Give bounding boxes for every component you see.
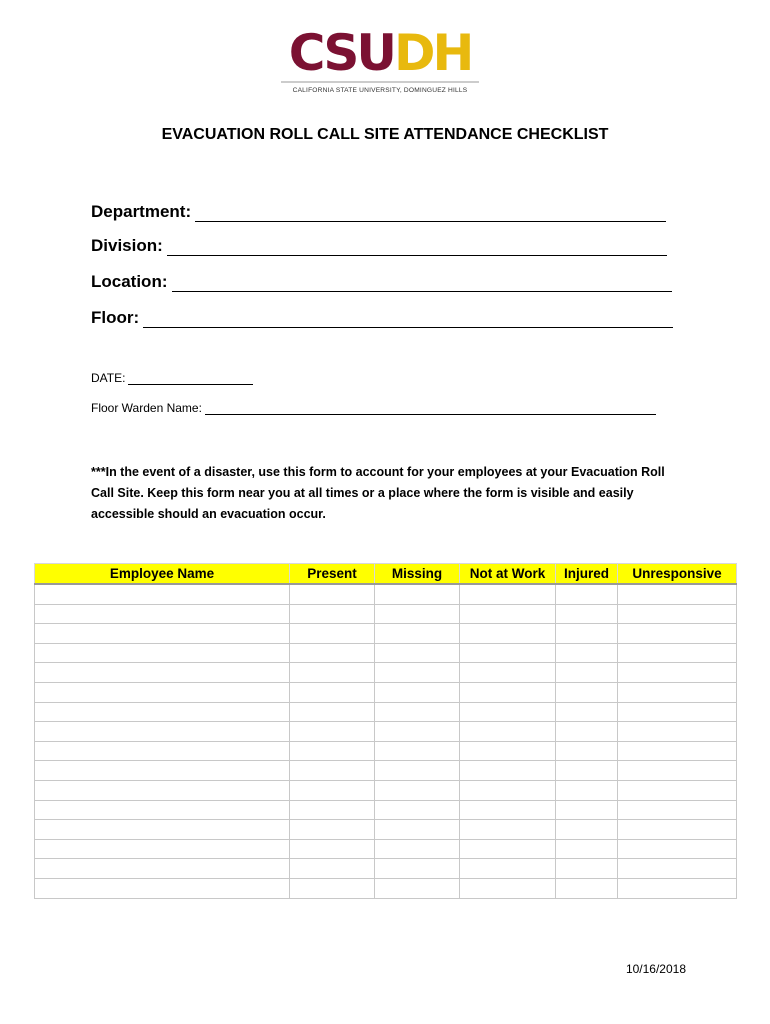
header-injured: Injured [556,564,618,585]
floor-line[interactable] [143,310,673,328]
floor-warden-field[interactable] [91,401,656,415]
missing-cell[interactable] [375,820,460,840]
unresponsive-cell[interactable] [618,741,737,761]
unresponsive-cell[interactable] [618,624,737,644]
table-row [35,780,737,800]
present-cell[interactable] [290,741,375,761]
table-row [35,624,737,644]
department-label: Department: [91,202,192,221]
table-row [35,761,737,781]
unresponsive-cell[interactable] [618,604,737,624]
logo-dh: DH [393,24,472,82]
table-row [35,741,737,761]
injured-cell[interactable] [556,604,618,624]
department-line[interactable] [195,204,666,222]
missing-cell[interactable] [375,800,460,820]
injured-cell[interactable] [556,624,618,644]
employee-name-cell[interactable] [35,761,290,781]
employee-name-cell[interactable] [35,643,290,663]
division-label: Division: [91,236,163,255]
injured-cell[interactable] [556,780,618,800]
date-line[interactable] [128,372,253,385]
injured-cell[interactable] [556,761,618,781]
employee-name-cell[interactable] [35,663,290,683]
injured-cell[interactable] [556,820,618,840]
present-cell[interactable] [290,663,375,683]
missing-cell[interactable] [375,780,460,800]
employee-name-cell[interactable] [35,839,290,859]
not-at-work-cell[interactable] [460,663,556,683]
employee-name-cell[interactable] [35,584,290,604]
present-cell[interactable] [290,643,375,663]
table-row [35,820,737,840]
not-at-work-cell[interactable] [460,878,556,898]
table-row [35,663,737,683]
floor-warden-label: Floor Warden Name: [91,401,202,415]
department-field[interactable] [91,202,666,222]
table-row [35,839,737,859]
missing-cell[interactable] [375,878,460,898]
present-cell[interactable] [290,604,375,624]
attendance-table [34,563,737,899]
location-label: Location: [91,272,168,291]
unresponsive-cell[interactable] [618,859,737,879]
location-field[interactable] [91,272,672,292]
instructions-note: ***In the event of a disaster, use this form to account for your employees at your Evacuation Roll Call Site. Keep this form near you at all times or a place where the form is visible and easily accessible should an evacuation occur. [91,465,665,521]
present-cell[interactable] [290,839,375,859]
present-cell[interactable] [290,800,375,820]
present-cell[interactable] [290,682,375,702]
table-row [35,878,737,898]
missing-cell[interactable] [375,722,460,742]
unresponsive-cell[interactable] [618,722,737,742]
injured-cell[interactable] [556,663,618,683]
table-row [35,604,737,624]
employee-name-cell[interactable] [35,702,290,722]
floor-label: Floor: [91,308,140,327]
missing-cell[interactable] [375,702,460,722]
injured-cell[interactable] [556,800,618,820]
table-row [35,800,737,820]
unresponsive-cell[interactable] [618,800,737,820]
injured-cell[interactable] [556,878,618,898]
employee-name-cell[interactable] [35,820,290,840]
not-at-work-cell[interactable] [460,722,556,742]
present-cell[interactable] [290,702,375,722]
present-cell[interactable] [290,859,375,879]
present-cell[interactable] [290,624,375,644]
unresponsive-cell[interactable] [618,643,737,663]
header-employee-name: Employee Name [35,564,290,585]
unresponsive-cell[interactable] [618,663,737,683]
injured-cell[interactable] [556,584,618,604]
division-field[interactable] [91,236,667,256]
injured-cell[interactable] [556,859,618,879]
employee-name-cell[interactable] [35,878,290,898]
employee-name-cell[interactable] [35,624,290,644]
present-cell[interactable] [290,584,375,604]
division-line[interactable] [167,238,667,256]
present-cell[interactable] [290,780,375,800]
missing-cell[interactable] [375,604,460,624]
not-at-work-cell[interactable] [460,780,556,800]
not-at-work-cell[interactable] [460,624,556,644]
not-at-work-cell[interactable] [460,800,556,820]
not-at-work-cell[interactable] [460,820,556,840]
unresponsive-cell[interactable] [618,839,737,859]
injured-cell[interactable] [556,702,618,722]
logo-csu: CSU [288,24,394,82]
missing-cell[interactable] [375,859,460,879]
injured-cell[interactable] [556,643,618,663]
injured-cell[interactable] [556,722,618,742]
present-cell[interactable] [290,722,375,742]
missing-cell[interactable] [375,682,460,702]
employee-name-cell[interactable] [35,741,290,761]
employee-name-cell[interactable] [35,780,290,800]
unresponsive-cell[interactable] [618,820,737,840]
not-at-work-cell[interactable] [460,859,556,879]
unresponsive-cell[interactable] [618,780,737,800]
page-title: EVACUATION ROLL CALL SITE ATTENDANCE CHECKLIST [161,126,609,143]
csudh-logo [281,24,479,94]
missing-cell[interactable] [375,584,460,604]
logo-subtitle: CALIFORNIA STATE UNIVERSITY, DOMINGUEZ HILLS [292,87,468,94]
not-at-work-cell[interactable] [460,643,556,663]
not-at-work-cell[interactable] [460,761,556,781]
unresponsive-cell[interactable] [618,682,737,702]
not-at-work-cell[interactable] [460,604,556,624]
header-missing: Missing [375,564,460,585]
missing-cell[interactable] [375,761,460,781]
table-row [35,722,737,742]
employee-name-cell[interactable] [35,682,290,702]
footer-date: 10/16/2018 [625,962,686,976]
location-line[interactable] [172,274,672,292]
floor-warden-line[interactable] [205,402,656,415]
injured-cell[interactable] [556,741,618,761]
missing-cell[interactable] [375,741,460,761]
unresponsive-cell[interactable] [618,702,737,722]
table-row [35,682,737,702]
not-at-work-cell[interactable] [460,682,556,702]
injured-cell[interactable] [556,839,618,859]
unresponsive-cell[interactable] [618,584,737,604]
present-cell[interactable] [290,878,375,898]
header-present: Present [290,564,375,585]
header-unresponsive: Unresponsive [618,564,737,585]
not-at-work-cell[interactable] [460,584,556,604]
table-row [35,702,737,722]
date-field[interactable] [91,371,253,385]
header-not-at-work: Not at Work [460,564,556,585]
employee-name-cell[interactable] [35,800,290,820]
injured-cell[interactable] [556,682,618,702]
not-at-work-cell[interactable] [460,741,556,761]
date-label: DATE: [91,371,126,385]
unresponsive-cell[interactable] [618,761,737,781]
unresponsive-cell[interactable] [618,878,737,898]
not-at-work-cell[interactable] [460,702,556,722]
employee-name-cell[interactable] [35,859,290,879]
employee-name-cell[interactable] [35,722,290,742]
table-row [35,859,737,879]
table-row [35,643,737,663]
floor-field[interactable] [91,308,673,328]
missing-cell[interactable] [375,663,460,683]
not-at-work-cell[interactable] [460,839,556,859]
table-row [35,584,737,604]
missing-cell[interactable] [375,643,460,663]
employee-name-cell[interactable] [35,604,290,624]
present-cell[interactable] [290,761,375,781]
missing-cell[interactable] [375,624,460,644]
missing-cell[interactable] [375,839,460,859]
present-cell[interactable] [290,820,375,840]
